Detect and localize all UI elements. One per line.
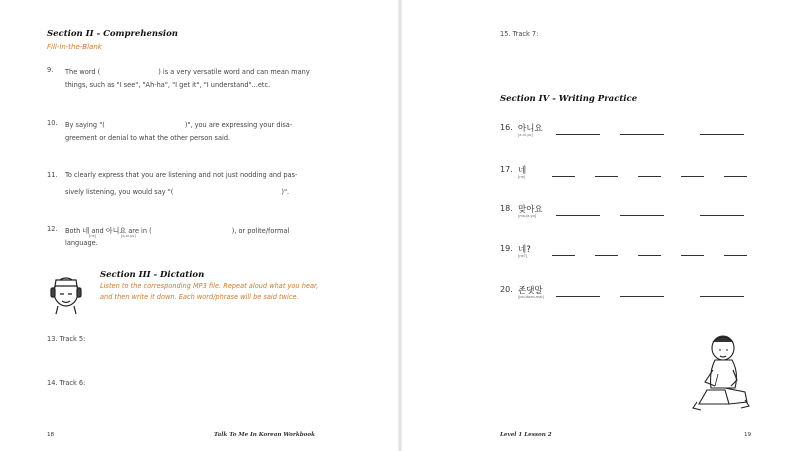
question-number: 10. xyxy=(47,119,58,127)
question-number: 11. xyxy=(47,171,58,179)
question-text: sively listening, you would say "( xyxy=(65,188,174,196)
section4-title: Section IV - Writing Practice xyxy=(500,94,638,104)
question-number: 9. xyxy=(47,66,54,74)
writing-line[interactable] xyxy=(700,296,744,297)
korean-word: 네? xyxy=(518,245,531,255)
question-text: Both xyxy=(65,227,81,235)
writing-line[interactable] xyxy=(552,176,575,177)
track-6: 14. Track 6: xyxy=(47,379,86,387)
writing-item-17 xyxy=(500,164,760,182)
writing-line[interactable] xyxy=(700,215,744,216)
korean-word: 맞아요 xyxy=(518,205,543,215)
answer-blank[interactable] xyxy=(173,186,281,194)
writing-line[interactable] xyxy=(595,255,618,256)
right-page xyxy=(402,0,800,451)
item-number: 16. xyxy=(500,123,513,132)
answer-blank[interactable] xyxy=(105,119,185,127)
page-number-right: 19 xyxy=(744,432,752,438)
writing-line[interactable] xyxy=(556,296,600,297)
question-text: and xyxy=(91,227,104,235)
writing-line[interactable] xyxy=(556,215,600,216)
writing-line[interactable] xyxy=(681,176,704,177)
question-12 xyxy=(47,225,347,255)
writing-line[interactable] xyxy=(724,255,747,256)
section2-subtitle: Fill-in-the-Blank xyxy=(47,43,102,51)
question-11 xyxy=(47,171,347,201)
writing-line[interactable] xyxy=(724,176,747,177)
writing-line[interactable] xyxy=(638,176,661,177)
character-headphones-illustration xyxy=(46,270,86,316)
page-number-left: 18 xyxy=(47,432,55,438)
question-10 xyxy=(47,119,347,149)
item-number: 20. xyxy=(500,285,513,294)
left-page xyxy=(0,0,398,451)
question-text: ), or polite/formal xyxy=(231,227,290,235)
writing-line[interactable] xyxy=(620,215,664,216)
romanization: [ne] xyxy=(89,234,97,238)
question-text: )". xyxy=(281,188,290,196)
korean-word: 네 xyxy=(82,227,90,235)
romanization: [a-ni-yo] xyxy=(121,234,136,238)
track-7: 15. Track 7: xyxy=(500,30,539,38)
writing-line[interactable] xyxy=(620,296,664,297)
romanization: [a-ni-yo] xyxy=(518,133,533,137)
question-text: language. xyxy=(65,239,98,247)
item-number: 17. xyxy=(500,165,513,174)
section3-instructions: Listen to the corresponding MP3 file. Repeat aloud what you hear, and then write it down. Each word/phrase will be said twice. xyxy=(100,282,319,301)
question-text: By saying "( xyxy=(65,121,105,129)
korean-word: 네 xyxy=(518,166,527,176)
romanization: [jon-daen-mal] xyxy=(518,295,544,299)
question-text: greement or denial to what the other person said. xyxy=(65,134,231,142)
writing-item-20 xyxy=(500,284,760,302)
writing-line[interactable] xyxy=(700,134,744,135)
answer-blank[interactable] xyxy=(100,66,158,74)
section3-title: Section III - Dictation xyxy=(100,270,205,280)
question-number: 12. xyxy=(47,225,58,233)
romanization: [ne?] xyxy=(518,254,527,258)
character-writing-illustration xyxy=(685,330,755,415)
writing-item-19 xyxy=(500,243,760,261)
section2-title: Section II - Comprehension xyxy=(47,29,178,39)
writing-line[interactable] xyxy=(595,176,618,177)
question-text: To clearly express that you are listening and not just nodding and pas- xyxy=(65,171,298,179)
writing-line[interactable] xyxy=(681,255,704,256)
track-5: 13. Track 5: xyxy=(47,335,86,343)
writing-item-18 xyxy=(500,203,760,221)
korean-word: 존댓말 xyxy=(518,286,543,296)
item-number: 18. xyxy=(500,204,513,213)
footer-level-lesson: Level 1 Lesson 2 xyxy=(500,432,552,438)
writing-line[interactable] xyxy=(552,255,575,256)
korean-word: 아니요 xyxy=(105,227,127,235)
writing-line[interactable] xyxy=(620,134,664,135)
writing-line[interactable] xyxy=(556,134,600,135)
writing-item-16 xyxy=(500,122,760,140)
question-9 xyxy=(47,66,347,96)
romanization: [ma-ja-yo] xyxy=(518,214,537,218)
korean-word: 아니요 xyxy=(518,124,543,134)
question-text: are in ( xyxy=(128,227,152,235)
question-text: )", you are expressing your disa- xyxy=(184,121,293,129)
question-text: ) is a very versatile word and can mean many xyxy=(158,68,310,76)
answer-blank[interactable] xyxy=(152,225,232,233)
writing-line[interactable] xyxy=(638,255,661,256)
item-number: 19. xyxy=(500,244,513,253)
romanization: [ne] xyxy=(518,175,526,179)
question-text: The word ( xyxy=(65,68,101,76)
footer-book-title: Talk To Me In Korean Workbook xyxy=(214,432,315,438)
question-text: things, such as "I see", "Ah-ha", "I get it", "I understand"...etc. xyxy=(65,81,271,89)
